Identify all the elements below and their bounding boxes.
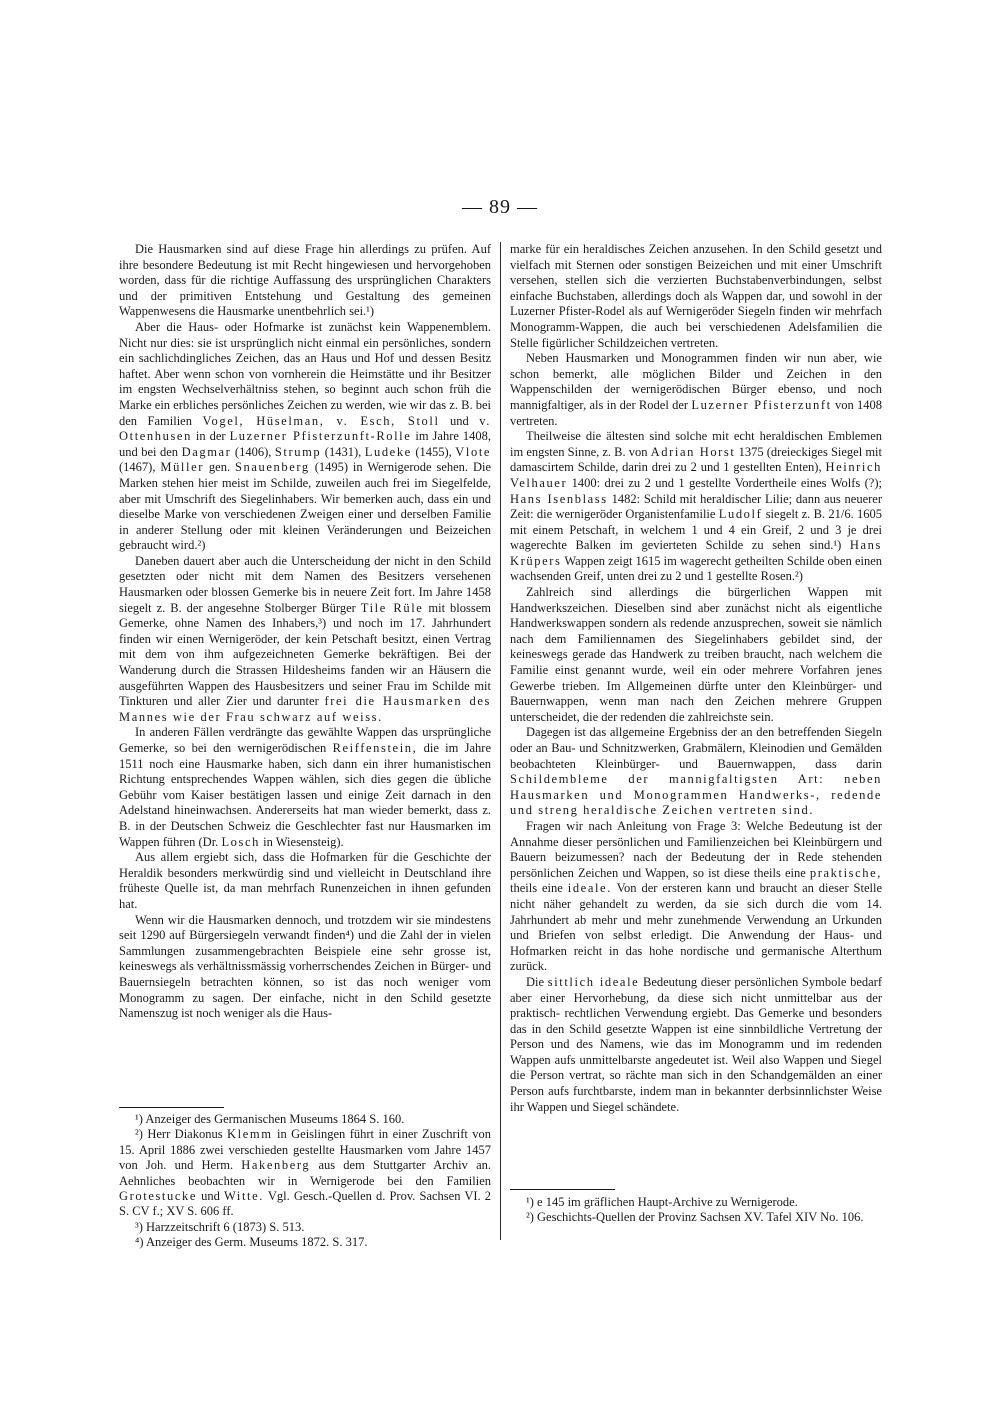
- text-run: aus dem Stuttgarter Archiv an. Aehnliches beobachten wir in Wernigerode bei den Familien: [119, 1158, 491, 1188]
- spaced-name: Grotestucke: [119, 1189, 197, 1204]
- footnote: ¹) e 145 im gräflichen Haupt-Archive zu Wernigerode.: [526, 1195, 798, 1209]
- spaced-name: Ludeke: [364, 444, 412, 459]
- spaced-name: Heinrich Velhauer: [510, 460, 883, 490]
- paragraph: Die Hausmarken sind auf diese Frage hin allerdings zu prüfen. Auf ihre besondere Bedeutung ist mit Recht hingewiesen und hervorgehoben worden, dass für die richtige Auffassung des ursprünglichen Charakters und der primitiven Entstehung und Gestaltung des gemeinen Wappenwesens die Hausmarke unentbehrlich sei.¹): [119, 242, 491, 319]
- spaced-name: Hans Isenblass: [510, 491, 608, 506]
- spaced-name: Hakenberg: [241, 1158, 311, 1173]
- text-run: Die: [526, 974, 545, 989]
- spaced-name: Luzerner Pfisterzunft-Rolle: [229, 429, 412, 444]
- spaced-name: Dagmar: [181, 444, 232, 459]
- text-run: 1375 (dreieckiges Siegel mit damascirtem Schilde, darin drei zu 2 und 1 gestellten Enten),: [510, 444, 883, 475]
- spaced-name: Strump: [274, 444, 322, 459]
- text-run: (1406),: [234, 444, 272, 459]
- text-run: Fragen wir nach Anleitung von Frage 3: Welche Bedeutung ist der Annahme dieser persönlichen und Familienzeichen bei Kleinbürgern und Bauern beizumessen? nach der Bedeutung der in Rede stehenden persönlichen Zeichen und Wappen, so ist diese theils eine: [510, 818, 882, 880]
- footnote-rule: [510, 1189, 615, 1190]
- text-run: Bedeutung dieser persönlichen Symbole bedarf aber einer Hervorhebung, da diese sich nicht unmittelbar aus der praktisch- rechtlichen Verwendung ergiebt. Das Gemerke und besonders das in den Schild gesetzte Wappen ist eine sinnbildliche Vertretung der Person und des Namens, wie das im Monogramm und im redenden Wappen aufs unmittelbarste angedeutet ist. Weil also Wappen und Siegel die Person vertrat, so rächte man sich in den Schandgemälden an einer Person aufs furchtbarste, indem man in bekannter derbsinnlichster Weise ihr Wappen und Siegel schändete.: [510, 974, 882, 1114]
- text-run: (1467),: [119, 460, 156, 475]
- footnote: ³) Harzzeitschrift 6 (1873) S. 513.: [135, 1219, 305, 1234]
- spaced-name: Snauenberg: [234, 460, 310, 475]
- spaced-name: Adrian Horst: [650, 444, 736, 459]
- spaced-word: praktische,: [809, 865, 882, 880]
- paragraph: [119, 725, 491, 850]
- paragraph: Zahlreich sind allerdings die bürgerlichen Wappen mit Handwerkszeichen. Dieselben sind aber zunächst nicht als eigentliche Handwerkswappen sondern als redende anzusprechen, soweit sie nämlich nach dem Familiennamen des Siegelinhabers gebildet sind, der keineswegs gerade das Handwerk zu treiben braucht, nach welchem die Familie einst genannt wurde, weil ein oder mehrere Vorfahren jenes Gewerbe trieben. Im Allgemeinen dürfte unter den Kleinbürger- und Bauernwappen, wenn man nach den Zeichen mehrere Gruppen unterscheidet, die der redenden die zahlreichste sein.: [510, 585, 882, 724]
- text-run: 1482: Schild mit heraldischer Lilie; dann aus neuerer Zeit: die wernigeröder Organistenfamilie: [510, 491, 883, 522]
- spaced-name: Hans Krüpers: [510, 538, 882, 568]
- right-footnotes: [510, 1195, 882, 1226]
- paragraph: [510, 819, 882, 975]
- spaced-name: Luzerner Pfisterzunft: [691, 397, 832, 412]
- spaced-name: Reiffenstein,: [332, 741, 418, 755]
- spaced-name: v. Ottenhusen: [119, 413, 492, 444]
- text-run: und: [450, 413, 469, 428]
- text-run: mit blossem Gemerke, ohne Namen des Inhabers,³) und noch im 17. Jahrhundert finden wir einen Wernigeröder, der kein Petschaft besitzt, einen Vertrag mit dem von ihm aufgezeichneten Gemerke bekräftigen. Bei der Wanderung durch die Strassen Hildesheims fanden wir an Häusern die ausgeführten Wappen des Hausbesitzers und seiner Frau im Schilde mit Tinkturen und aller Zier und darunter: [119, 600, 491, 709]
- text-run: siegelt z. B. 21/6. 1605 mit einem Petschaft, in welchem 1 und 4 ein Greif, 2 und 3 je drei wagerechte Balken im gevierteten Schilde zu sehen sind.¹): [510, 507, 883, 553]
- text-run: von 1408 vertreten.: [510, 397, 883, 428]
- text-run: (1495) in Wernigerode sehen. Die Marken stehen hier meist im Schilde, zuweilen auch frei im Siegelfelde, aber mit Umschrift des Siegelinhabers. Wir bemerken auch, dass ein und dieselbe Marke von verschiedenen Zweigen einer und derselben Familie in anderer Stellung oder mit kleinen Veränderungen und Beizeichen gebraucht wird.²): [119, 460, 492, 553]
- text-run: (1431),: [324, 444, 362, 459]
- column-divider: [500, 242, 501, 1240]
- footnote: ⁴) Anzeiger des Germ. Museums 1872. S. 317.: [135, 1235, 368, 1250]
- text-run: Daneben dauert aber auch die Unterscheidung der nicht in den Schild gesetzten oder nicht mit dem Namen des Besitzers versehenen Hausmarken oder blossen Gemerke bis in neuere Zeit fort. Im Jahre 1458 siegelt z. B. der angesehne Stolberger Bürger: [119, 553, 491, 615]
- right-column: [510, 242, 882, 1115]
- text-run: (1455),: [415, 444, 452, 459]
- footnote: ²) Geschichts-Quellen der Provinz Sachsen XV. Tafel XIV No. 106.: [526, 1210, 864, 1225]
- paragraph: [510, 429, 882, 585]
- footnote: ¹) Anzeiger des Germanischen Museums 1864 S. 160.: [135, 1112, 405, 1126]
- text-run: gen.: [208, 460, 231, 475]
- paragraph: [119, 320, 491, 554]
- paragraph: marke für ein heraldisches Zeichen anzusehen. In den Schild gesetzt und vielfach mit Sternen oder sonstigen Beizeichen und mit einer Umschrift versehen, stellen sich die verzierten Buchstabenverbindungen, selbst einfache Buchstaben, allerdings doch als Wappen dar, und sowohl in der Luzerner Pfister-Rodel als auf Wernigeröder Siegeln finden wir mehrfach Monogramm-Wappen, die auch bei verschiedenen Adelsfamilien die Stelle figürlicher Schildzeichen vertreten.: [510, 242, 882, 350]
- paragraph: [510, 725, 882, 819]
- spaced-name: Ludolf: [718, 507, 763, 522]
- text-run: Neben Hausmarken und Monogrammen finden wir nun aber, wie schon bemerkt, alle möglichen Bilder und Zeichen in den Wappenschilden der wernigerödischen Bürger ebenso, und noch mannigfaltiger, als in der Rodel der: [510, 351, 882, 412]
- text-run: die im Jahre 1511 noch eine Hausmarke haben, sich dann ein ihrer humanistischen Richtung entsprechendes Wappen wählen, sich dies gegen die übliche Gebühr vom Kaiser bestätigen lassen und einige Zeit darnach in den Adelstand hineinwachsen. Andererseits hat man wieder bemerkt, dass z. B. in der Deutschen Schweiz die Geschlechter fast nur Hausmarken im Wappen führen (Dr.: [119, 741, 491, 849]
- text-run: ²) Herr Diakonus: [135, 1127, 223, 1142]
- left-column: [119, 242, 491, 1022]
- paragraph: [510, 351, 882, 429]
- text-run: in Wiesensteig).: [263, 834, 344, 849]
- footnote: [119, 1127, 491, 1219]
- text-run: In anderen Fällen verdrängte das gewählte Wappen das ursprüngliche Gemerke, so bei den wernigerödischen: [119, 725, 491, 755]
- text-run: im Jahre 1408, und bei den: [119, 429, 492, 459]
- left-footnotes: [119, 1112, 491, 1251]
- paragraph: [119, 554, 491, 726]
- spaced-word: sittlich ideale: [547, 974, 640, 989]
- text-run: in Geislingen führt in einer Zuschrift von 15. April 1886 zwei verschieden gestellte Hausmarken vom Jahre 1457 von Joh. und Herm.: [119, 1127, 492, 1173]
- text-run: theils eine: [510, 881, 563, 896]
- spaced-name: Vlote: [455, 444, 492, 459]
- spaced-name: Müller: [160, 460, 204, 475]
- text-run: 1400: drei zu 2 und 1 gestellte Vordertheile eines Wolfs (?);: [571, 475, 882, 490]
- spaced-name: Losch: [221, 834, 260, 849]
- spaced-name: Vogel, Hüselman, v. Esch, Stoll: [202, 413, 440, 428]
- text-run: Theilweise die ältesten sind solche mit echt heraldischen Emblemen im engsten Sinne, z. B. von: [510, 429, 882, 459]
- text-run: und: [201, 1189, 220, 1204]
- paragraph: Wenn wir die Hausmarken dennoch, und trotzdem wir sie mindestens seit 1290 auf Bürgersiegeln verwandt finden⁴) und die Zahl der in vielen Sammlungen zusammengebrachten Beispiele eine sehr grosse ist, keineswegs als verhältnissmässig vorherrschendes Zeichen in Bürger- und Bauernsiegeln betrachten können, so ist das noch weniger vom Monogramm zu sagen. Der einfache, nicht in den Schild gesetzte Namenszug ist noch weniger als die Haus-: [119, 912, 491, 1021]
- spaced-text: frei die Hausmarken des Mannes wie der Frau schwarz auf weiss.: [119, 694, 491, 724]
- spaced-name: Tile Rüle: [360, 600, 424, 615]
- text-run: Von der ersteren kann und braucht an dieser Stelle nicht näher gehandelt zu werden, da sie sich durch die vom 14. Jahrhundert ab mehr und mehr zunehmende Verwendung an Urkunden und Briefen von selbst erledigt. Die Anwendung der Haus- und Hofmarken reicht in das hohe nordische und germanische Alterthum zurück.: [510, 881, 883, 974]
- page-number: — 89 —: [462, 196, 538, 218]
- text-run: Aber die Haus- oder Hofmarke ist zunächst kein Wappenemblem. Nicht nur dies: sie ist ursprünglich nicht einmal ein persönliches, sondern ein sachlichdingliches Zeichen, das an Haus und Hof und dessen Besitz haftet. Aber wenn schon von vornherein die Heimstätte und ihr Besitzer im engsten Wechselverhältniss stehen, so beginnt auch schon früh die Marke ein erbliches persönliches Zeichen zu werden, wie wir das z. B. bei den Familien: [119, 319, 491, 428]
- text-run: Wappen zeigt 1615 im wagerecht getheilten Schilde oben einen wachsenden Greif, unten drei zu 2 und 1 gestellte Rosen.²): [510, 553, 883, 584]
- spaced-name: Witte.: [223, 1189, 264, 1204]
- text-run: Dagegen ist das allgemeine Ergebniss der an den betreffenden Siegeln oder an Bau- und Schnitzwerken, Grabmälern, Kleinodien und Gemälden beobachteten Kleinbürger- und Bauernwappen, dass darin: [510, 725, 882, 771]
- paragraph: [510, 975, 882, 1115]
- spaced-name: Klemm: [227, 1127, 273, 1142]
- paragraph: Aus allem ergiebt sich, dass die Hofmarken für die Geschichte der Heraldik besonders merkwürdig sind und vielleicht in Deutschland ihre früheste Quelle ist, da man mehrfach Runenzeichen in ihnen gefunden hat.: [119, 850, 491, 911]
- text-run: Vgl. Gesch.-Quellen d. Prov. Sachsen VI. 2 S. CV f.; XV S. 606 ff.: [119, 1189, 492, 1219]
- spaced-text: Schildembleme der mannigfaltigsten Art: neben Hausmarken und Monogrammen Handwerks-, redende und streng heraldische Zeichen vertreten sind.: [510, 772, 882, 818]
- spaced-word: ideale.: [567, 881, 612, 896]
- text-run: in der: [195, 429, 226, 444]
- footnote-rule: [119, 1107, 224, 1108]
